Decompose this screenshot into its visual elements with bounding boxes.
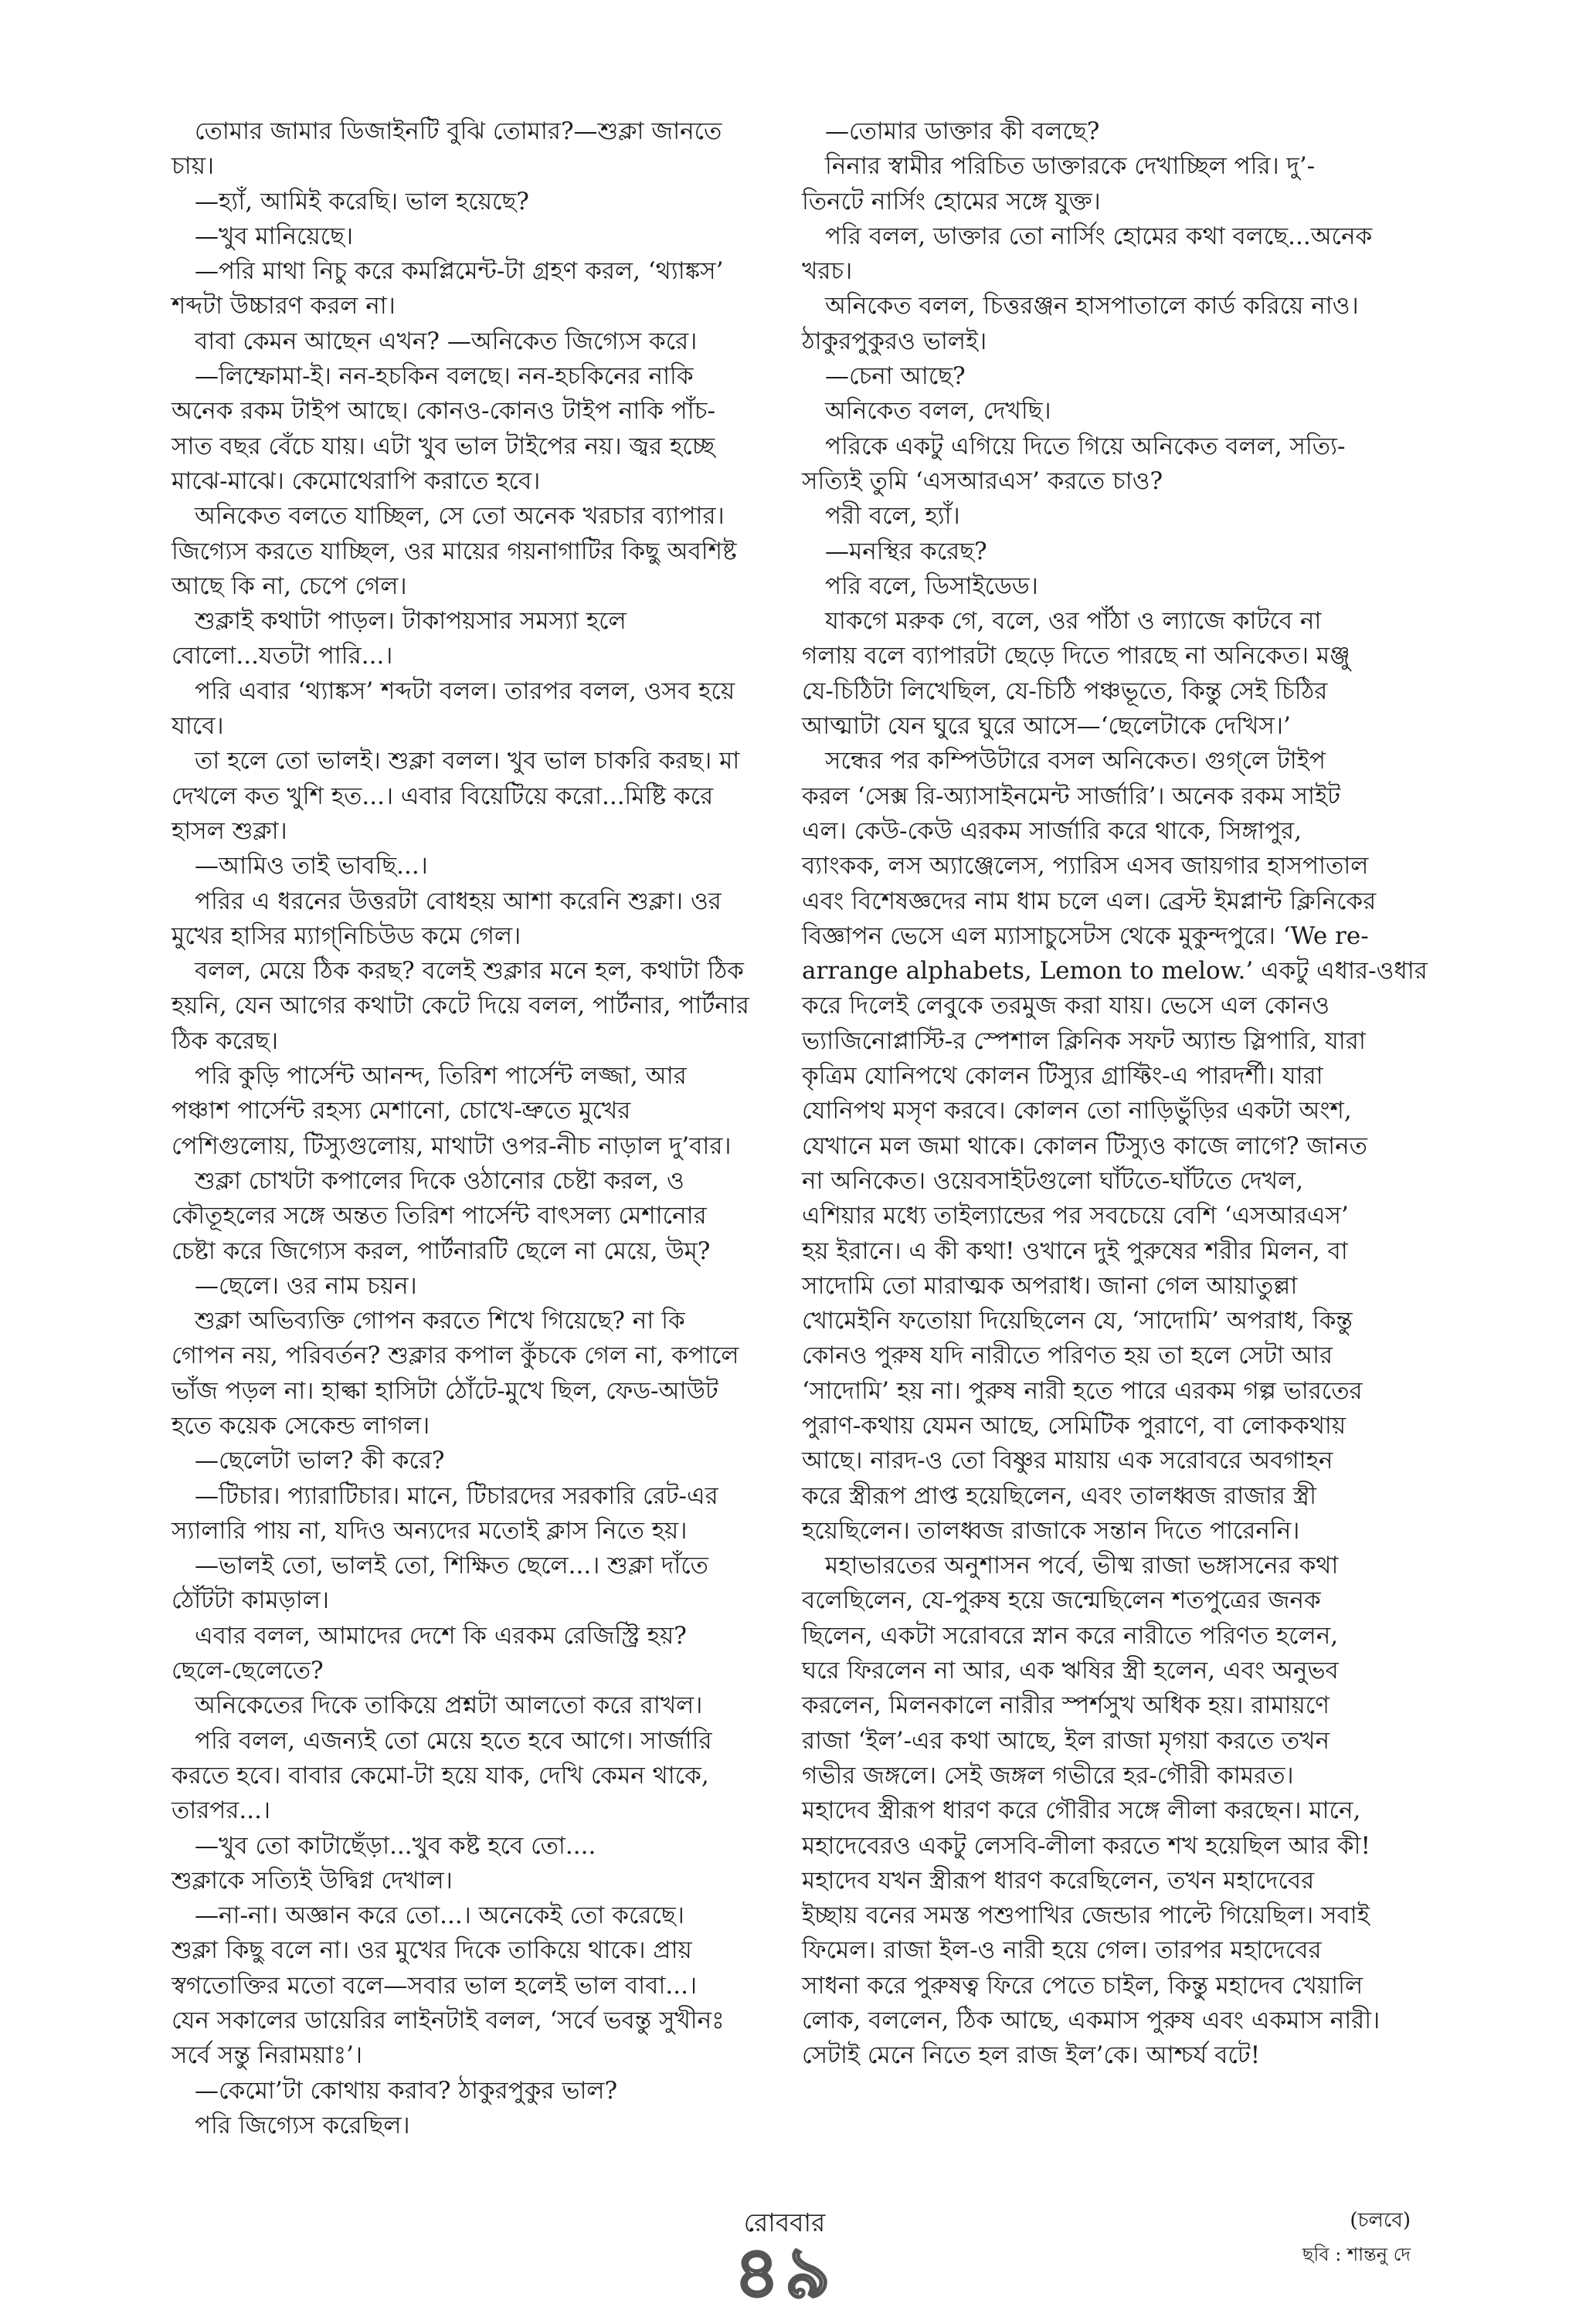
text-line: এবং বিশেষজ্ঞদের নাম ধাম চলে এল। ব্রেস্ট ইমপ্লান্ট ক্লিনিকের	[802, 887, 1377, 915]
text-line: —আমিও তাই ভাবছি...।	[195, 852, 428, 880]
magazine-name: রোববার	[743, 2207, 826, 2237]
text-line: ঠোঁটটা কামড়াল।	[172, 1586, 329, 1615]
text-line: পঞ্চাশ পার্সেন্ট রহস্য মেশানো, চোখে-ভ্রুতে মুখের	[172, 1097, 631, 1125]
text-line: ছেলে-ছেলেতে?	[172, 1657, 324, 1685]
text-line: পরির এ ধরনের উত্তরটা বোধহয় আশা করেনি শুক্লা। ওর	[195, 887, 722, 915]
text-line: পরিকে একটু এগিয়ে দিতে গিয়ে অনিকেত বলল, সত্যি-	[825, 432, 1346, 460]
text-line: করে স্ত্রীরূপ প্রাপ্ত হয়েছিলেন, এবং তালধ্বজ রাজার স্ত্রী	[802, 1481, 1316, 1510]
text-line: শুক্লা অভিব্যক্তি গোপন করতে শিখে গিয়েছে? না কি	[195, 1307, 685, 1335]
text-line: —চেনা আছে?	[825, 362, 966, 391]
text-line: কোনও পুরুষ যদি নারীতে পরিণত হয় তা হলে সেটা আর	[802, 1342, 1333, 1370]
text-line: পেশিগুলোয়, টিস্যুগুলোয়, মাথাটা ওপর-নীচ নাড়াল দু’বার।	[172, 1131, 732, 1160]
text-line: ভ্যাজিনোপ্লাস্টি-র স্পেশাল ক্লিনিক সফট অ্যান্ড স্লিপারি, যারা	[802, 1026, 1366, 1055]
text-line: গোপন নয়, পরিবর্তন? শুক্লার কপাল কুঁচকে গেল না, কপালে	[172, 1342, 739, 1370]
text-line: —না-না। অজ্ঞান করে তো...। অনেকেই তো করেছে।	[195, 1902, 684, 1930]
text-line: ভাঁজ পড়ল না। হাল্কা হাসিটা ঠোঁটে-মুখে ছিল, ফেড-আউট	[172, 1376, 718, 1405]
text-line: arrange alphabets, Lemon to melow.’ একটু এধার-ওধার	[802, 957, 1428, 986]
text-line: —কেমো’টা কোথায় করাব? ঠাকুরপুকুর ভাল?	[195, 2076, 618, 2105]
text-line: বোলো...যতটা পারি...।	[172, 642, 393, 670]
text-line: —হ্যাঁ, আমিই করেছি। ভাল হয়েছে?	[195, 187, 529, 215]
text-line: চায়।	[172, 152, 215, 181]
text-line: এবার বলল, আমাদের দেশে কি এরকম রেজিস্ট্রি হয়?	[195, 1621, 687, 1650]
text-line: —খুব তো কাটাছেঁড়া...খুব কষ্ট হবে তো....	[195, 1831, 596, 1860]
text-line: —মনস্থির করেছ?	[825, 537, 987, 565]
text-line: হয়নি, যেন আগের কথাটা কেটে দিয়ে বলল, পার্টনার, পার্টনার	[172, 992, 749, 1020]
text-line: মহাদেবেরও একটু লেসবি-লীলা করতে শখ হয়েছিল আর কী!	[802, 1831, 1370, 1860]
text-line: সাধনা করে পুরুষত্ব ফিরে পেতে চাইল, কিন্তু মহাদেব খেয়ালি	[802, 1971, 1364, 2000]
text-line: ফিমেল। রাজা ইল-ও নারী হয়ে গেল। তারপর মহাদেবের	[802, 1936, 1322, 1965]
text-line: মুখের হাসির ম্যাগ্‌নিচিউড কমে গেল।	[172, 921, 521, 950]
text-line: অনিকেতের দিকে তাকিয়ে প্রশ্নটা আলতো করে রাখল।	[195, 1691, 703, 1720]
left-column	[172, 114, 759, 2143]
text-line: যেখানে মল জমা থাকে। কোলন টিস্যুও কাজে লাগে? জানত	[802, 1131, 1367, 1160]
text-line: বলেছিলেন, যে-পুরুষ হয়ে জন্মেছিলেন শতপুত্রের জনক	[802, 1586, 1321, 1615]
text-line: ছিলেন, একটা সরোবরে স্নান করে নারীতে পরিণত হলেন,	[802, 1621, 1339, 1650]
text-line: অনিকেত বলল, দেখছি।	[825, 397, 1051, 426]
text-line: যোনিপথ মসৃণ করবে। কোলন তো নাড়িভুঁড়ির একটা অংশ,	[802, 1097, 1352, 1125]
text-line: ‘সাদোমি’ হয় না। পুরুষ নারী হতে পারে এরকম গল্প ভারতের	[802, 1376, 1363, 1405]
text-line: স্বগতোক্তির মতো বলে—সবার ভাল হলেই ভাল বাবা...।	[172, 1971, 698, 2000]
text-line: এশিয়ার মধ্যে তাইল্যান্ডের পর সবচেয়ে বেশি ‘এসআরএস’	[802, 1202, 1349, 1230]
text-line: মাঝে-মাঝে। কেমোথেরাপি করাতে হবে।	[172, 466, 541, 495]
text-line: শব্দটা উচ্চারণ করল না।	[172, 292, 396, 321]
text-line: ঘরে ফিরলেন না আর, এক ঋষির স্ত্রী হলেন, এবং অনুভব	[802, 1657, 1339, 1685]
text-line: কৃত্রিম যোনিপথে কোলন টিস্যুর গ্রাফ্টিং-এ পারদর্শী। যারা	[802, 1062, 1323, 1091]
text-line: পরি কুড়ি পার্সেন্ট আনন্দ, তিরিশ পার্সেন্ট লজ্জা, আর	[195, 1062, 687, 1091]
text-line: করে দিলেই লেবুকে তরমুজ করা যায়। ভেসে এল কোনও	[802, 992, 1330, 1020]
text-line: করতে হবে। বাবার কেমো-টা হয়ে যাক, দেখি কেমন থাকে,	[172, 1761, 709, 1790]
text-line: তারপর...।	[172, 1796, 271, 1825]
text-line: গভীর জঙ্গলে। সেই জঙ্গল গভীরে হর-গৌরী কামরত।	[802, 1761, 1294, 1790]
text-line: তিনটে নার্সিং হোমের সঙ্গে যুক্ত।	[802, 187, 1101, 215]
text-line: অনিকেত বলতে যাচ্ছিল, সে তো অনেক খরচার ব্যাপার।	[195, 502, 725, 531]
text-line: হয় ইরানে। এ কী কথা! ওখানে দুই পুরুষের শরীর মিলন, বা	[802, 1237, 1348, 1265]
text-line: পরি এবার ‘থ্যাঙ্কস’ শব্দটা বলল। তারপর বলল, ওসব হয়ে	[195, 677, 735, 705]
text-line: দেখলে কত খুশি হত...। এবার বিয়েটিয়ে করো...মিষ্টি করে	[172, 782, 714, 810]
text-line: —লিম্ফোমা-ই। নন-হচকিন বলছে। নন-হচকিনের নাকি	[195, 362, 694, 391]
text-line: সন্ধের পর কম্পিউটারে বসল অনিকেত। গুগ্‌লে টাইপ	[825, 747, 1326, 775]
text-line: ঠিক করেছ।	[172, 1026, 279, 1055]
text-line: তা হলে তো ভালই। শুক্লা বলল। খুব ভাল চাকরি করছ। মা	[195, 747, 740, 775]
page-number: ৪৯	[733, 2231, 836, 2314]
text-line: পরি বলল, ডাক্তার তো নার্সিং হোমের কথা বলছে...অনেক	[825, 222, 1373, 250]
text-line: যেন সকালের ডায়েরির লাইনটাই বলল, ‘সর্বে ভবন্তু সুখীনঃ	[172, 2007, 725, 2035]
text-line: —টিচার। প্যারাটিচার। মানে, টিচারদের সরকারি রেট-এর	[195, 1481, 718, 1510]
text-line: পুরাণ-কথায় যেমন আছে, সেমিটিক পুরাণে, বা লোককথায়	[802, 1411, 1347, 1440]
text-line: মহাদেব স্ত্রীরূপ ধারণ করে গৌরীর সঙ্গে লীলা করছেন। মানে,	[802, 1796, 1361, 1825]
text-line: যাবে।	[172, 712, 224, 741]
text-line: অনিকেত বলল, চিত্তরঞ্জন হাসপাতালে কার্ড করিয়ে নাও।	[825, 292, 1359, 321]
text-line: বাবা কেমন আছেন এখন? —অনিকেত জিগ্যেস করে।	[195, 327, 698, 355]
text-line: শুক্লা চোখটা কপালের দিকে ওঠানোর চেষ্টা করল, ও	[195, 1166, 684, 1195]
text-line: পরী বলে, হ্যাঁ।	[825, 502, 960, 531]
text-line: করল ‘সেক্স রি-অ্যাসাইনমেন্ট সার্জারি’। অনেক রকম সাইট	[802, 782, 1341, 810]
text-line: মহাদেব যখন স্ত্রীরূপ ধারণ করেছিলেন, তখন মহাদেবের	[802, 1866, 1315, 1895]
text-line: হাসল শুক্লা।	[172, 816, 287, 845]
text-line: আত্মাটা যেন ঘুরে ঘুরে আসে—‘ছেলেটাকে দেখিস।’	[802, 712, 1291, 741]
text-line: যে-চিঠিটা লিখেছিল, যে-চিঠি পঞ্চভূতে, কিন্তু সেই চিঠির	[802, 677, 1328, 705]
text-line: শুক্লা কিছু বলে না। ওর মুখের দিকে তাকিয়ে থাকে। প্রায়	[172, 1936, 692, 1965]
text-line: ইচ্ছায় বনের সমস্ত পশুপাখির জেন্ডার পাল্টে গিয়েছিল। সবাই	[802, 1902, 1370, 1930]
text-line: শুক্লাকে সত্যিই উদ্বিগ্ন দেখাল।	[172, 1866, 453, 1895]
illustration-credit: ছবি : শান্তনু দে	[1302, 2244, 1411, 2265]
text-line: ঠাকুরপুকুরও ভালই।	[802, 327, 987, 355]
text-line: আছে কি না, চেপে গেল।	[172, 572, 407, 600]
text-line: গলায় বলে ব্যাপারটা ছেড়ে দিতে পারছে না অনিকেত। মঞ্জু	[802, 642, 1350, 670]
text-line: অনেক রকম টাইপ আছে। কোনও-কোনও টাইপ নাকি পাঁচ-	[172, 397, 715, 426]
text-line: ব্যাংকক, লস অ্যাঞ্জেলেস, প্যারিস এসব জায়গার হাসপাতাল	[802, 852, 1369, 880]
text-line: রাজা ‘ইল’-এর কথা আছে, ইল রাজা মৃগয়া করতে তখন	[802, 1726, 1330, 1755]
page-footer	[0, 2207, 1569, 2314]
text-line: —ভালই তো, ভালই তো, শিক্ষিত ছেলে...। শুক্লা দাঁতে	[195, 1552, 708, 1580]
text-line: নিনার স্বামীর পরিচিত ডাক্তারকে দেখাচ্ছিল পরি। দু’-	[825, 152, 1316, 181]
text-line: যাকগে মরুক গে, বলে, ওর পাঁঠা ও ল্যাজে কাটবে না	[825, 607, 1322, 636]
text-line: লোক, বললেন, ঠিক আছে, একমাস পুরুষ এবং একমাস নারী।	[802, 2007, 1381, 2035]
text-line: খোমেইনি ফতোয়া দিয়েছিলেন যে, ‘সাদোমি’ অপরাধ, কিন্তু	[802, 1307, 1353, 1335]
text-line: সাদোমি তো মারাত্মক অপরাধ। জানা গেল আয়াতুল্লা	[802, 1271, 1298, 1300]
text-line: পরি জিগ্যেস করেছিল।	[195, 2111, 410, 2139]
text-line: —ছেলে। ওর নাম চয়ন।	[195, 1271, 417, 1300]
text-line: —পরি মাথা নিচু করে কমপ্লিমেন্ট-টা গ্রহণ করল, ‘থ্যাঙ্কস’	[195, 257, 724, 286]
text-line: —তোমার ডাক্তার কী বলছে?	[825, 117, 1100, 145]
text-line: তোমার জামার ডিজাইনটি বুঝি তোমার?—শুক্লা জানতে	[195, 117, 722, 145]
text-line: সত্যিই তুমি ‘এসআরএস’ করতে চাও?	[802, 466, 1163, 495]
text-line: জিগ্যেস করতে যাচ্ছিল, ওর মায়ের গয়নাগাটির কিছু অবশিষ্ট	[172, 537, 737, 565]
text-line: বলল, মেয়ে ঠিক করছ? বলেই শুক্লার মনে হল, কথাটা ঠিক	[195, 957, 744, 986]
text-line: —ছেলেটা ভাল? কী করে?	[195, 1447, 445, 1475]
text-line: হতে কয়েক সেকেন্ড লাগল।	[172, 1411, 430, 1440]
text-line: এল। কেউ-কেউ এরকম সার্জারি করে থাকে, সিঙ্গাপুর,	[802, 816, 1302, 845]
text-line: কৌতূহলের সঙ্গে অন্তত তিরিশ পার্সেন্ট বাৎসল্য মেশানোর	[172, 1202, 707, 1230]
text-line: স্যালারি পায় না, যদিও অন্যদের মতোই ক্লাস নিতে হয়।	[172, 1516, 688, 1545]
text-line: চেষ্টা করে জিগ্যেস করল, পার্টনারটি ছেলে না মেয়ে, উম্?	[172, 1237, 711, 1265]
text-line: না অনিকেত। ওয়েবসাইটগুলো ঘাঁটতে-ঘাঁটতে দেখল,	[802, 1166, 1304, 1195]
text-line: সেটাই মেনে নিতে হল রাজ ইল’কে। আশ্চর্য বটে!	[802, 2041, 1261, 2070]
text-line: শুক্লাই কথাটা পাড়ল। টাকাপয়সার সমস্যা হলে	[195, 607, 627, 636]
text-line: আছে। নারদ-ও তো বিষ্ণুর মায়ায় এক সরোবরে অবগাহন	[802, 1447, 1333, 1475]
text-line: সর্বে সন্তু নিরাময়াঃ’।	[172, 2041, 363, 2070]
text-line: পরি বলে, ডিসাইডেড।	[825, 572, 1038, 600]
text-line: পরি বলল, এজন্যই তো মেয়ে হতে হবে আগে। সার্জারি	[195, 1726, 712, 1755]
text-line: বিজ্ঞাপন ভেসে এল ম্যাসাচুসেটস থেকে মুকুন্দপুরে। ‘We re-	[802, 921, 1369, 950]
text-line: মহাভারতের অনুশাসন পর্বে, ভীষ্ম রাজা ভঙ্গাসনের কথা	[825, 1552, 1339, 1580]
text-line: —খুব মানিয়েছে।	[195, 222, 354, 250]
to-be-continued-note: (চলবে)	[1350, 2209, 1411, 2232]
text-line: হয়েছিলেন। তালধ্বজ রাজাকে সন্তান দিতে পারেননি।	[802, 1516, 1300, 1545]
right-column	[802, 114, 1428, 2074]
text-line: করলেন, মিলনকালে নারীর স্পর্শসুখ অধিক হয়। রামায়ণে	[802, 1691, 1330, 1720]
text-line: খরচ।	[802, 257, 853, 286]
text-line: সাত বছর বেঁচে যায়। এটা খুব ভাল টাইপের নয়। জ্বর হচ্ছে	[172, 432, 715, 460]
